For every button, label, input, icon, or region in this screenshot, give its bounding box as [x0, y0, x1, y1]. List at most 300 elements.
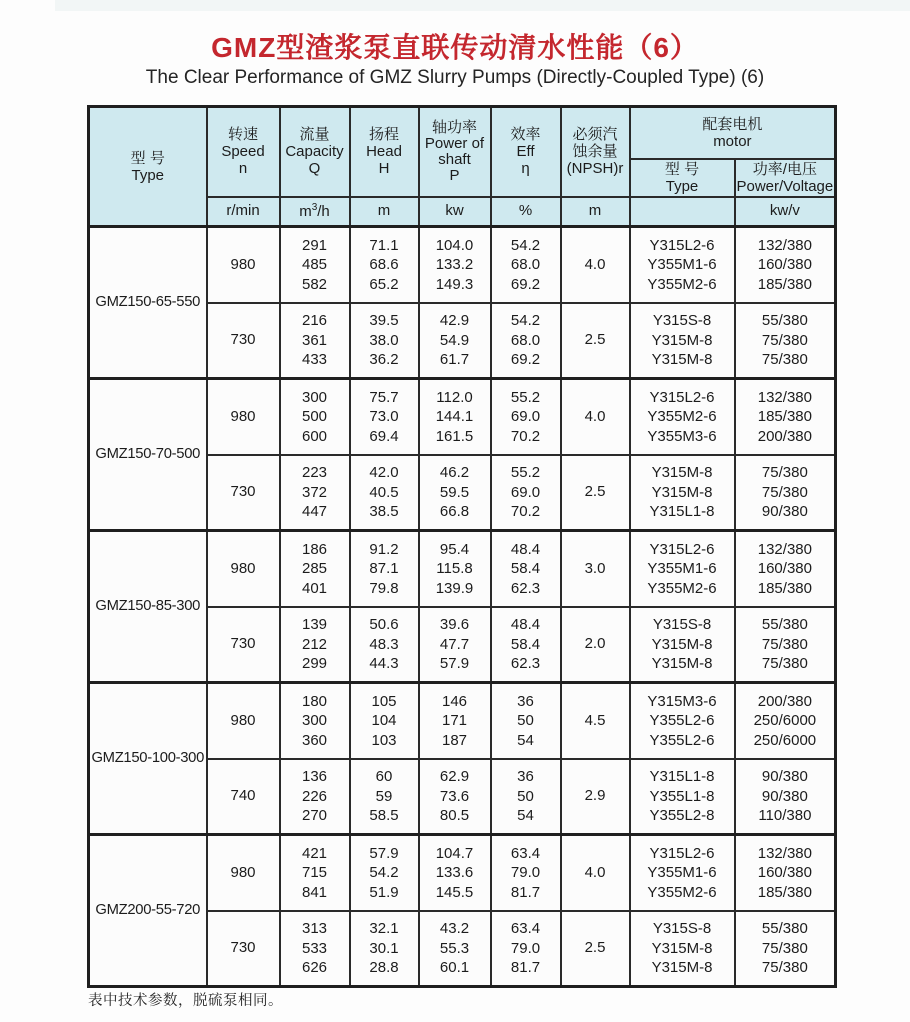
motor-type-cell-line: Y355L2-6	[649, 731, 715, 749]
col-header-eff	[491, 107, 561, 197]
npsh-cell: 2.5	[561, 911, 630, 987]
col-header-eff-cn: 效率	[510, 126, 541, 144]
head-cell-line: 54.2	[369, 864, 399, 881]
shaft-power-cell-line: 57.9	[439, 655, 470, 672]
capacity-cell-line: 626	[301, 959, 328, 976]
motor-power-cell	[735, 759, 836, 835]
pump-type-cell: GMZ150-65-550	[89, 227, 207, 379]
col-header-capacity-cn: 流量	[299, 126, 330, 144]
capacity-cell-line: 313	[301, 920, 328, 937]
head-cell	[350, 531, 419, 607]
col-header-motor-type-cn: 型 号	[664, 160, 700, 178]
col-header-motor-type	[630, 159, 735, 197]
capacity-cell-line: 226	[301, 787, 328, 805]
col-header-shaft-power	[419, 107, 491, 197]
shaft-power-cell-line: 115.8	[436, 560, 473, 577]
eff-cell-line: 48.4	[510, 540, 541, 558]
shaft-power-cell-line: 104.7	[435, 844, 474, 862]
motor-type-cell-line: Y355M2-6	[647, 579, 717, 597]
capacity-cell	[280, 303, 350, 379]
motor-power-cell	[735, 303, 836, 379]
head-cell-line: 103	[371, 731, 397, 749]
table-row	[89, 227, 836, 303]
motor-type-cell	[630, 531, 735, 607]
col-header-motor-group-en: motor	[713, 132, 752, 150]
motor-type-cell-line: Y355L2-8	[649, 807, 715, 824]
shaft-power-cell-line: 43.2	[439, 920, 470, 937]
motor-type-cell-line: Y315M-8	[651, 655, 713, 672]
eff-cell	[491, 835, 561, 911]
shaft-power-cell-line: 112.0	[436, 388, 473, 406]
motor-power-cell-line: 160/380	[757, 560, 812, 577]
motor-power-cell-line: 132/380	[757, 540, 812, 558]
shaft-power-cell-line: 55.3	[439, 939, 470, 957]
unit-npsh: m	[561, 197, 630, 227]
head-cell-line: 59	[375, 787, 393, 805]
eff-cell-line: 68.0	[510, 256, 541, 273]
head-cell-line: 51.9	[369, 883, 399, 901]
npsh-cell: 4.5	[561, 683, 630, 759]
capacity-cell-line: 485	[301, 256, 328, 273]
motor-type-cell-line: Y355M2-6	[647, 275, 717, 293]
page-title-en: The Clear Performance of GMZ Slurry Pumps (Directly-Coupled Type) (6)	[145, 67, 765, 88]
capacity-cell	[280, 227, 350, 303]
capacity-cell	[280, 607, 350, 683]
table-row	[89, 379, 836, 455]
npsh-cell: 2.5	[561, 455, 630, 531]
head-cell-line: 40.5	[369, 483, 399, 501]
speed-cell: 730	[207, 911, 280, 987]
shaft-power-cell	[419, 683, 491, 759]
shaft-power-cell-line: 47.7	[439, 635, 470, 653]
motor-power-cell-line: 75/380	[761, 351, 808, 368]
eff-cell-line: 69.0	[510, 483, 541, 501]
eff-cell-line: 79.0	[510, 939, 541, 957]
shaft-power-cell-line: 145.5	[435, 883, 474, 901]
eff-cell	[491, 379, 561, 455]
header-row-main	[89, 107, 836, 159]
head-cell-line: 30.1	[369, 939, 399, 957]
eff-cell	[491, 531, 561, 607]
eff-cell-line: 55.2	[510, 464, 541, 481]
eff-cell	[491, 759, 561, 835]
head-cell	[350, 835, 419, 911]
motor-type-cell-line: Y355L1-8	[649, 787, 715, 805]
motor-power-cell-line: 90/380	[761, 503, 808, 520]
capacity-cell	[280, 683, 350, 759]
eff-cell-line: 50	[517, 787, 534, 805]
head-cell-line: 75.7	[369, 388, 399, 406]
head-cell-line: 69.4	[369, 427, 399, 445]
motor-power-cell-line: 132/380	[757, 236, 812, 254]
motor-power-cell-line: 75/380	[761, 483, 808, 501]
head-cell-line: 48.3	[369, 635, 399, 653]
motor-power-cell-line: 55/380	[761, 616, 808, 633]
eff-cell-line: 62.3	[510, 579, 541, 597]
shaft-power-cell-line: 95.4	[439, 540, 470, 558]
capacity-cell-line: 421	[301, 844, 328, 862]
col-header-capacity	[280, 107, 350, 197]
eff-cell-line: 81.7	[510, 959, 541, 976]
pump-type-cell: GMZ150-85-300	[89, 531, 207, 683]
col-header-motor-power-en: Power/Voltage	[736, 177, 834, 195]
col-header-head-sym: H	[378, 160, 390, 178]
motor-type-cell	[630, 455, 735, 531]
npsh-cell: 2.5	[561, 303, 630, 379]
col-header-head-cn: 扬程	[368, 126, 399, 144]
eff-cell-line: 69.0	[510, 408, 541, 425]
col-header-motor-power-cn: 功率/电压	[752, 160, 817, 178]
unit-motor-type	[630, 197, 735, 227]
motor-type-cell-line: Y315M-8	[651, 331, 713, 349]
col-header-head-en: Head	[366, 143, 402, 161]
col-header-motor-type-en: Type	[665, 177, 699, 195]
footnote: 表中技术参数，脱硫泵相同。	[88, 993, 283, 1009]
head-cell	[350, 303, 419, 379]
col-header-speed-cn: 转速	[227, 126, 258, 144]
motor-type-cell-line: Y315L1-8	[649, 503, 715, 520]
motor-type-cell	[630, 759, 735, 835]
capacity-cell	[280, 379, 350, 455]
capacity-cell-line: 270	[301, 807, 328, 824]
motor-type-cell-line: Y355M2-6	[647, 883, 717, 901]
motor-power-cell-line: 75/380	[761, 331, 808, 349]
motor-power-cell-line: 250/6000	[753, 731, 817, 749]
shaft-power-cell	[419, 759, 491, 835]
col-header-type	[89, 107, 207, 227]
shaft-power-cell	[419, 531, 491, 607]
shaft-power-cell-line: 39.6	[439, 616, 470, 633]
motor-type-cell-line: Y315L2-6	[649, 844, 715, 862]
motor-type-cell-line: Y315S-8	[652, 616, 712, 633]
npsh-cell: 4.0	[561, 227, 630, 303]
motor-type-cell-line: Y315L1-8	[649, 768, 715, 785]
page-top-strip	[55, 0, 910, 11]
pump-type-cell: GMZ150-70-500	[89, 379, 207, 531]
shaft-power-cell-line: 46.2	[439, 464, 470, 481]
motor-type-cell	[630, 227, 735, 303]
head-cell-line: 73.0	[369, 408, 399, 425]
eff-cell	[491, 683, 561, 759]
motor-type-cell	[630, 835, 735, 911]
motor-power-cell-line: 132/380	[757, 844, 812, 862]
shaft-power-cell-line: 133.2	[435, 256, 474, 273]
eff-cell-line: 70.2	[510, 503, 541, 520]
motor-type-cell	[630, 911, 735, 987]
shaft-power-cell-line: 171	[441, 712, 468, 729]
capacity-cell-line: 533	[301, 939, 328, 957]
capacity-cell-line: 361	[301, 331, 328, 349]
unit-capacity-pre: m	[299, 202, 312, 220]
col-header-npsh-cn2: 蚀余量	[572, 143, 618, 161]
motor-power-cell	[735, 911, 836, 987]
col-header-type-en: Type	[131, 166, 165, 184]
col-header-type-cn: 型 号	[130, 149, 165, 167]
unit-speed: r/min	[207, 197, 280, 227]
shaft-power-cell-line: 80.5	[439, 807, 470, 824]
eff-cell-line: 63.4	[510, 844, 541, 862]
shaft-power-cell-line: 139.9	[435, 579, 474, 597]
pump-type-cell: GMZ150-100-300	[89, 683, 207, 835]
head-cell-line: 105	[371, 692, 397, 710]
eff-cell-line: 50	[517, 712, 534, 729]
npsh-cell: 2.9	[561, 759, 630, 835]
page-title-cn: GMZ型渣浆泵直联传动清水性能（6）	[211, 32, 699, 63]
motor-type-cell-line: Y355M1-6	[647, 864, 717, 881]
capacity-cell-line: 401	[301, 579, 328, 597]
shaft-power-cell-line: 149.3	[435, 275, 474, 293]
head-cell	[350, 759, 419, 835]
shaft-power-cell-line: 60.1	[439, 959, 470, 976]
shaft-power-cell	[419, 455, 491, 531]
speed-cell: 740	[207, 759, 280, 835]
shaft-power-cell	[419, 607, 491, 683]
capacity-cell-line: 582	[301, 275, 328, 293]
shaft-power-cell-line: 133.6	[435, 864, 474, 881]
shaft-power-cell-line: 146	[441, 692, 468, 710]
col-header-npsh	[561, 107, 630, 197]
motor-type-cell-line: Y315M3-6	[647, 692, 717, 710]
col-header-shaft-power-en1: Power of	[424, 134, 485, 152]
motor-power-cell-line: 185/380	[757, 408, 812, 425]
head-cell-line: 71.1	[369, 236, 399, 254]
eff-cell	[491, 607, 561, 683]
motor-power-cell-line: 75/380	[761, 635, 808, 653]
head-cell	[350, 607, 419, 683]
motor-power-cell	[735, 227, 836, 303]
motor-power-cell-line: 55/380	[761, 920, 808, 937]
col-header-eff-sym: η	[521, 160, 530, 178]
capacity-cell-line: 186	[301, 540, 328, 558]
eff-cell-line: 62.3	[510, 655, 541, 672]
head-cell-line: 87.1	[369, 560, 399, 577]
speed-cell: 730	[207, 607, 280, 683]
motor-power-cell-line: 250/6000	[753, 712, 817, 729]
eff-cell-line: 81.7	[510, 883, 541, 901]
motor-power-cell	[735, 379, 836, 455]
motor-type-cell-line: Y315M-8	[651, 939, 713, 957]
eff-cell-line: 54.2	[510, 236, 541, 254]
shaft-power-cell	[419, 227, 491, 303]
motor-power-cell-line: 75/380	[761, 959, 808, 976]
capacity-cell-line: 285	[301, 560, 328, 577]
shaft-power-cell-line: 59.5	[439, 483, 470, 501]
capacity-cell-line: 136	[301, 768, 328, 785]
motor-power-cell	[735, 835, 836, 911]
shaft-power-cell-line: 144.1	[435, 408, 474, 425]
motor-type-cell-line: Y315M-8	[651, 351, 713, 368]
capacity-cell-line: 139	[301, 616, 328, 633]
motor-power-cell	[735, 683, 836, 759]
head-cell-line: 68.6	[369, 256, 399, 273]
capacity-cell-line: 715	[301, 864, 328, 881]
eff-cell-line: 63.4	[510, 920, 541, 937]
motor-type-cell	[630, 683, 735, 759]
capacity-cell-line: 180	[301, 692, 328, 710]
head-cell	[350, 379, 419, 455]
motor-power-cell-line: 110/380	[758, 807, 812, 824]
capacity-cell-line: 500	[301, 408, 328, 425]
col-header-motor-group	[630, 107, 836, 159]
speed-cell: 980	[207, 683, 280, 759]
capacity-cell-line: 600	[301, 427, 328, 445]
unit-motor-power: kw/v	[735, 197, 836, 227]
motor-power-cell	[735, 607, 836, 683]
speed-cell: 980	[207, 379, 280, 455]
unit-eff: %	[491, 197, 561, 227]
motor-type-cell-line: Y315L2-6	[649, 388, 715, 406]
capacity-cell-line: 291	[301, 236, 328, 254]
head-cell-line: 42.0	[369, 464, 399, 481]
shaft-power-cell-line: 42.9	[439, 312, 470, 329]
motor-power-cell-line: 132/380	[757, 388, 812, 406]
motor-power-cell-line: 200/380	[757, 692, 812, 710]
head-cell	[350, 227, 419, 303]
unit-capacity	[280, 197, 350, 227]
capacity-cell-line: 447	[301, 503, 328, 520]
eff-cell	[491, 455, 561, 531]
shaft-power-cell	[419, 911, 491, 987]
capacity-cell-line: 360	[301, 731, 328, 749]
eff-cell-line: 48.4	[510, 616, 541, 633]
pump-type-cell: GMZ200-55-720	[89, 835, 207, 987]
motor-power-cell	[735, 455, 836, 531]
eff-cell	[491, 227, 561, 303]
motor-type-cell-line: Y355M1-6	[647, 560, 717, 577]
capacity-cell-line: 212	[301, 635, 328, 653]
col-header-speed	[207, 107, 280, 197]
speed-cell: 980	[207, 835, 280, 911]
motor-power-cell-line: 55/380	[761, 312, 808, 329]
eff-cell	[491, 303, 561, 379]
eff-cell-line: 58.4	[510, 560, 541, 577]
motor-type-cell-line: Y355M2-6	[647, 408, 717, 425]
eff-cell-line: 79.0	[510, 864, 541, 881]
shaft-power-cell-line: 161.5	[435, 427, 474, 445]
motor-power-cell	[735, 531, 836, 607]
col-header-npsh-cn1: 必须汽	[572, 126, 618, 144]
capacity-cell	[280, 835, 350, 911]
eff-cell-line: 58.4	[510, 635, 541, 653]
col-header-shaft-power-cn: 轴功率	[431, 118, 477, 136]
motor-type-cell-line: Y355M1-6	[647, 256, 717, 273]
table-row	[89, 835, 836, 911]
motor-type-cell-line: Y315M-8	[651, 959, 713, 976]
shaft-power-cell-line: 61.7	[439, 351, 470, 368]
shaft-power-cell	[419, 303, 491, 379]
motor-type-cell-line: Y315S-8	[652, 312, 712, 329]
speed-cell: 980	[207, 531, 280, 607]
capacity-cell-line: 216	[301, 312, 328, 329]
eff-cell-line: 69.2	[510, 275, 541, 293]
motor-type-cell	[630, 607, 735, 683]
col-header-shaft-power-sym: P	[449, 166, 460, 184]
motor-power-cell-line: 90/380	[761, 787, 808, 805]
head-cell-line: 39.5	[369, 312, 399, 329]
capacity-cell-line: 299	[301, 655, 328, 672]
motor-power-cell-line: 75/380	[761, 939, 808, 957]
shaft-power-cell	[419, 835, 491, 911]
capacity-cell	[280, 531, 350, 607]
motor-type-cell-line: Y315L2-6	[649, 540, 715, 558]
head-cell-line: 91.2	[369, 540, 399, 558]
motor-power-cell-line: 185/380	[757, 579, 812, 597]
table-row	[89, 683, 836, 759]
table-body	[89, 227, 836, 987]
motor-power-cell-line: 160/380	[757, 864, 812, 881]
eff-cell-line: 55.2	[510, 388, 541, 406]
eff-cell-line: 54	[517, 807, 534, 824]
capacity-cell-line: 372	[301, 483, 328, 501]
motor-power-cell-line: 75/380	[761, 464, 808, 481]
shaft-power-cell-line: 187	[441, 731, 468, 749]
motor-type-cell-line: Y355M3-6	[647, 427, 717, 445]
head-cell-line: 60	[375, 768, 393, 785]
motor-type-cell-line: Y315L2-6	[649, 236, 715, 254]
shaft-power-cell	[419, 379, 491, 455]
head-cell-line: 36.2	[369, 351, 399, 368]
shaft-power-cell-line: 54.9	[439, 331, 470, 349]
motor-type-cell	[630, 303, 735, 379]
motor-power-cell-line: 75/380	[761, 655, 808, 672]
eff-cell-line: 36	[517, 768, 534, 785]
motor-type-cell-line: Y315M-8	[651, 635, 713, 653]
head-cell-line: 44.3	[369, 655, 399, 672]
motor-power-cell-line: 200/380	[757, 427, 812, 445]
head-cell-line: 65.2	[369, 275, 399, 293]
motor-type-cell-line: Y315M-8	[651, 483, 713, 501]
eff-cell-line: 68.0	[510, 331, 541, 349]
head-cell-line: 58.5	[369, 807, 399, 824]
head-cell	[350, 911, 419, 987]
capacity-cell-line: 841	[301, 883, 328, 901]
speed-cell: 730	[207, 455, 280, 531]
eff-cell-line: 54	[517, 731, 534, 749]
performance-table	[87, 105, 837, 988]
eff-cell-line: 69.2	[510, 351, 541, 368]
motor-type-cell-line: Y315M-8	[651, 464, 713, 481]
table-row	[89, 531, 836, 607]
shaft-power-cell-line: 62.9	[439, 768, 470, 785]
col-header-speed-en: Speed	[221, 143, 265, 161]
shaft-power-cell-line: 66.8	[439, 503, 470, 520]
capacity-cell-line: 433	[301, 351, 328, 368]
capacity-cell	[280, 911, 350, 987]
table-header	[89, 107, 836, 227]
head-cell-line: 57.9	[369, 844, 399, 862]
eff-cell-line: 36	[517, 692, 534, 710]
col-header-npsh-sym: (NPSH)r	[566, 160, 624, 178]
col-header-motor-power	[735, 159, 836, 197]
head-cell-line: 38.5	[369, 503, 399, 520]
motor-type-cell	[630, 379, 735, 455]
col-header-motor-group-cn: 配套电机	[702, 115, 763, 133]
speed-cell: 980	[207, 227, 280, 303]
motor-type-cell-line: Y315S-8	[652, 920, 712, 937]
npsh-cell: 4.0	[561, 835, 630, 911]
eff-cell-line: 70.2	[510, 427, 541, 445]
col-header-head	[350, 107, 419, 197]
head-cell-line: 28.8	[369, 959, 399, 976]
capacity-cell	[280, 455, 350, 531]
head-cell-line: 38.0	[369, 331, 399, 349]
capacity-cell-line: 223	[301, 464, 328, 481]
capacity-cell-line: 300	[301, 388, 328, 406]
motor-power-cell-line: 185/380	[757, 883, 812, 901]
col-header-eff-en: Eff	[516, 143, 535, 161]
unit-capacity-post: /h	[317, 202, 330, 220]
head-cell	[350, 455, 419, 531]
